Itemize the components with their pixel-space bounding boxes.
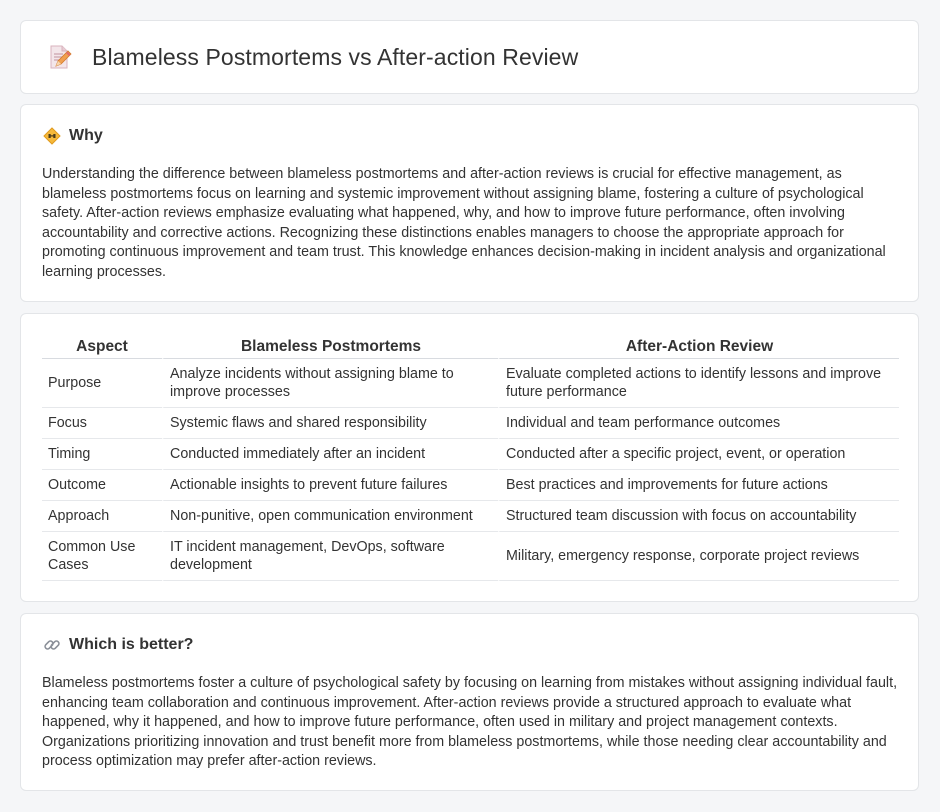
comparison-table [42,336,899,581]
row-aar: Structured team discussion with focus on accountability [498,501,899,532]
row-aspect: Focus [42,408,162,439]
row-aspect: Purpose [42,359,162,408]
table-row [42,532,899,581]
row-aar: Evaluate completed actions to identify lessons and improve future performance [498,359,899,408]
which-is-better-section [20,613,919,791]
page-title: Blameless Postmortems vs After-action Review [92,43,579,70]
table-row [42,359,899,408]
row-blameless: Actionable insights to prevent future failures [162,470,498,501]
better-heading: Which is better? [69,636,194,653]
why-heading: Why [69,127,103,144]
row-aar: Individual and team performance outcomes [498,408,899,439]
comparison-section [20,313,919,602]
row-blameless: Conducted immediately after an incident [162,439,498,470]
column-header-aspect: Aspect [42,336,162,359]
row-aar: Best practices and improvements for future actions [498,470,899,501]
table-header-row [42,336,899,359]
table-row [42,470,899,501]
column-header-aar: After-Action Review [498,336,899,359]
table-row [42,501,899,532]
row-aspect: Outcome [42,470,162,501]
row-blameless: Systemic flaws and shared responsibility [162,408,498,439]
link-icon [43,636,61,654]
title-card [20,20,919,94]
why-section [20,104,919,302]
why-body: Understanding the difference between blameless postmortems and after-action reviews is crucial for effective management, as blameless postmortems focus on learning and systemic improvement without assigning blame, fostering a culture of psychological safety. After-action reviews emphasize evaluating what happened, why, and how to improve future performance, often involving accountability and corrective actions. Recognizing these distinctions enables managers to choose the appropriate approach for promoting continuous improvement and team trust. This knowledge enhances decision-making in incident analysis and organizational learning processes. [42,166,886,280]
row-blameless: Analyze incidents without assigning blame to improve processes [162,359,498,408]
better-heading-row [43,636,193,654]
row-aspect: Approach [42,501,162,532]
table-row [42,408,899,439]
table-row [42,439,899,470]
row-blameless: Non-punitive, open communication environment [162,501,498,532]
row-aspect: Timing [42,439,162,470]
why-heading-row [43,127,103,145]
better-body: Blameless postmortems foster a culture of psychological safety by focusing on learning from mistakes without assigning individual fault, enhancing team collaboration and continuous improvement. After-action reviews provide a structured approach to evaluate what happened, why it happened, and how to improve future performance, often used in military and project management contexts. Organizations prioritizing innovation and trust benefit more from blameless postmortems, while those needing clear accountability and process optimization may prefer after-action reviews. [42,675,898,769]
warning-diamond-icon [43,127,61,145]
title-row [45,43,578,71]
row-aspect: Common Use Cases [42,532,162,581]
column-header-blameless: Blameless Postmortems [162,336,498,359]
document-pencil-icon [45,43,73,71]
row-aar: Conducted after a specific project, event, or operation [498,439,899,470]
row-blameless: IT incident management, DevOps, software development [162,532,498,581]
row-aar: Military, emergency response, corporate project reviews [498,532,899,581]
